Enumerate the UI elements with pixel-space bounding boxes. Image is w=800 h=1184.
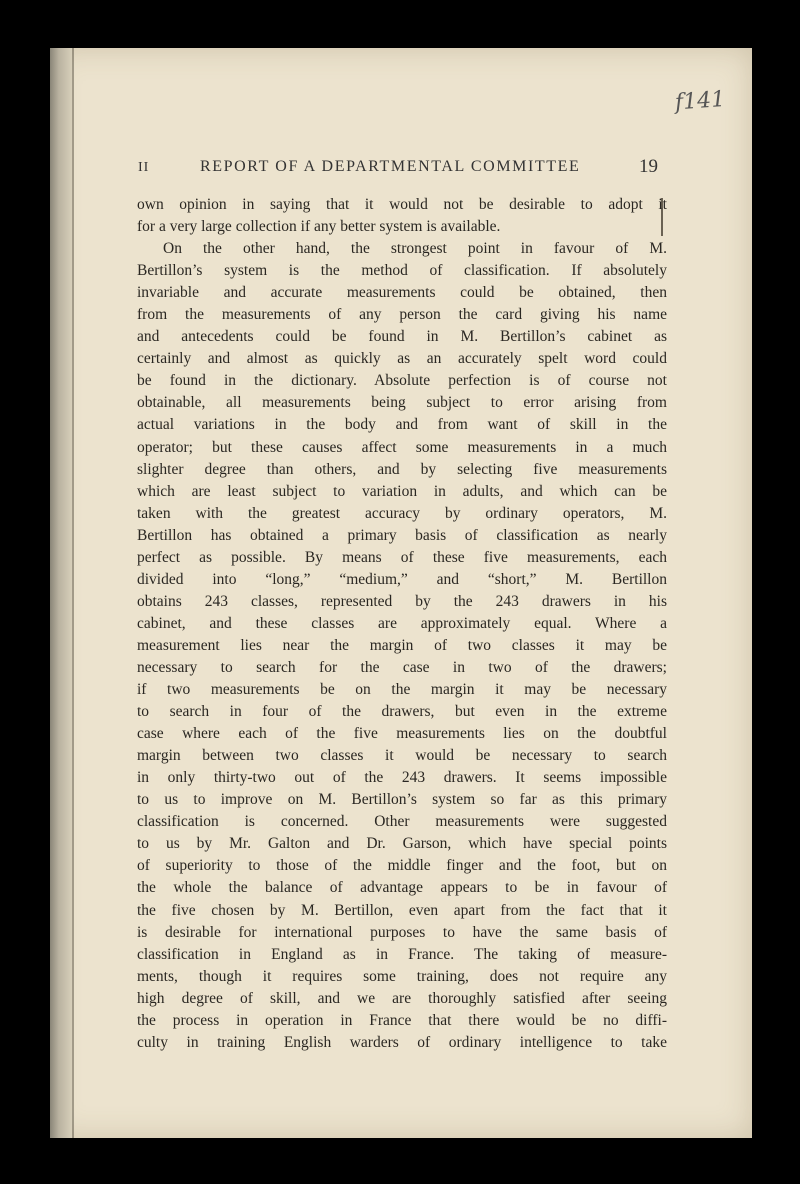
text-line: operator; but these causes affect some measurements in a much: [137, 438, 667, 456]
text-line: classification is concerned. Other measurements were suggested: [137, 813, 667, 831]
text-line: in only thirty-two out of the 243 drawers. It seems impossible: [137, 769, 667, 787]
text-line: if two measurements be on the margin it may be necessary: [137, 681, 667, 699]
text-line: obtainable, all measurements being subject to error arising from: [137, 394, 667, 412]
text-line: Bertillon’s system is the method of classification. If absolutely: [137, 262, 667, 280]
text-line: be found in the dictionary. Absolute perfection is of course not: [137, 372, 667, 390]
binding-shadow: [72, 48, 74, 1138]
text-line: to us to improve on M. Bertillon’s system so far as this primary: [137, 791, 667, 809]
text-line: case where each of the five measurements lies on the doubtful: [137, 725, 667, 743]
text-line: certainly and almost as quickly as an accurately spelt word could: [137, 350, 667, 368]
text-line: the five chosen by M. Bertillon, even apart from the fact that it: [137, 901, 667, 919]
text-line: Bertillon has obtained a primary basis of classification as nearly: [137, 526, 667, 544]
text-line: slighter degree than others, and by selecting five measurements: [137, 460, 667, 478]
section-number: II: [138, 160, 150, 175]
page-number: 19: [639, 156, 658, 177]
text-line: the process in operation in France that there would be no diffi-: [137, 1011, 667, 1029]
running-head-title: REPORT OF A DEPARTMENTAL COMMITTEE: [200, 158, 581, 175]
text-line: divided into “long,” “medium,” and “short,” M. Bertillon: [137, 570, 667, 588]
text-line: perfect as possible. By means of these five measurements, each: [137, 548, 667, 566]
handwritten-annotation: f141: [674, 86, 726, 116]
text-line: necessary to search for the case in two of the drawers;: [137, 658, 667, 676]
text-line: own opinion in saying that it would not be desirable to adopt it: [137, 196, 667, 213]
text-line: obtains 243 classes, represented by the 243 drawers in his: [137, 592, 667, 610]
page-binding-edge: [50, 48, 72, 1138]
text-line: the whole the balance of advantage appears to be in favour of: [137, 879, 667, 897]
text-line: On the other hand, the strongest point in favour of M.: [163, 240, 667, 258]
text-line: invariable and accurate measurements could be obtained, then: [137, 284, 667, 302]
running-head: [138, 158, 658, 184]
text-line: which are least subject to variation in adults, and which can be: [137, 482, 667, 500]
text-line: for a very large collection if any better system is available.: [137, 218, 501, 236]
text-line: from the measurements of any person the card giving his name: [137, 306, 667, 324]
text-line: and antecedents could be found in M. Bertillon’s cabinet as: [137, 328, 667, 346]
text-line: to us by Mr. Galton and Dr. Garson, which have special points: [137, 835, 667, 853]
text-line: classification in England as in France. The taking of measure-: [137, 945, 667, 963]
text-line: ments, though it requires some training, does not require any: [137, 967, 667, 985]
text-line: to search in four of the drawers, but even in the extreme: [137, 703, 667, 721]
text-line: measurement lies near the margin of two classes it may be: [137, 636, 667, 654]
body-text: [137, 194, 667, 1054]
text-line: high degree of skill, and we are thoroughly satisfied after seeing: [137, 989, 667, 1007]
text-line: taken with the greatest accuracy by ordinary operators, M.: [137, 504, 667, 522]
text-line: cabinet, and these classes are approximately equal. Where a: [137, 614, 667, 632]
text-line: culty in training English warders of ordinary intelligence to take: [137, 1033, 667, 1051]
text-line: is desirable for international purposes to have the same basis of: [137, 923, 667, 941]
text-line: margin between two classes it would be necessary to search: [137, 747, 667, 765]
text-line: of superiority to those of the middle finger and the foot, but on: [137, 857, 667, 875]
text-line: actual variations in the body and from want of skill in the: [137, 416, 667, 434]
document-page: [50, 48, 752, 1138]
